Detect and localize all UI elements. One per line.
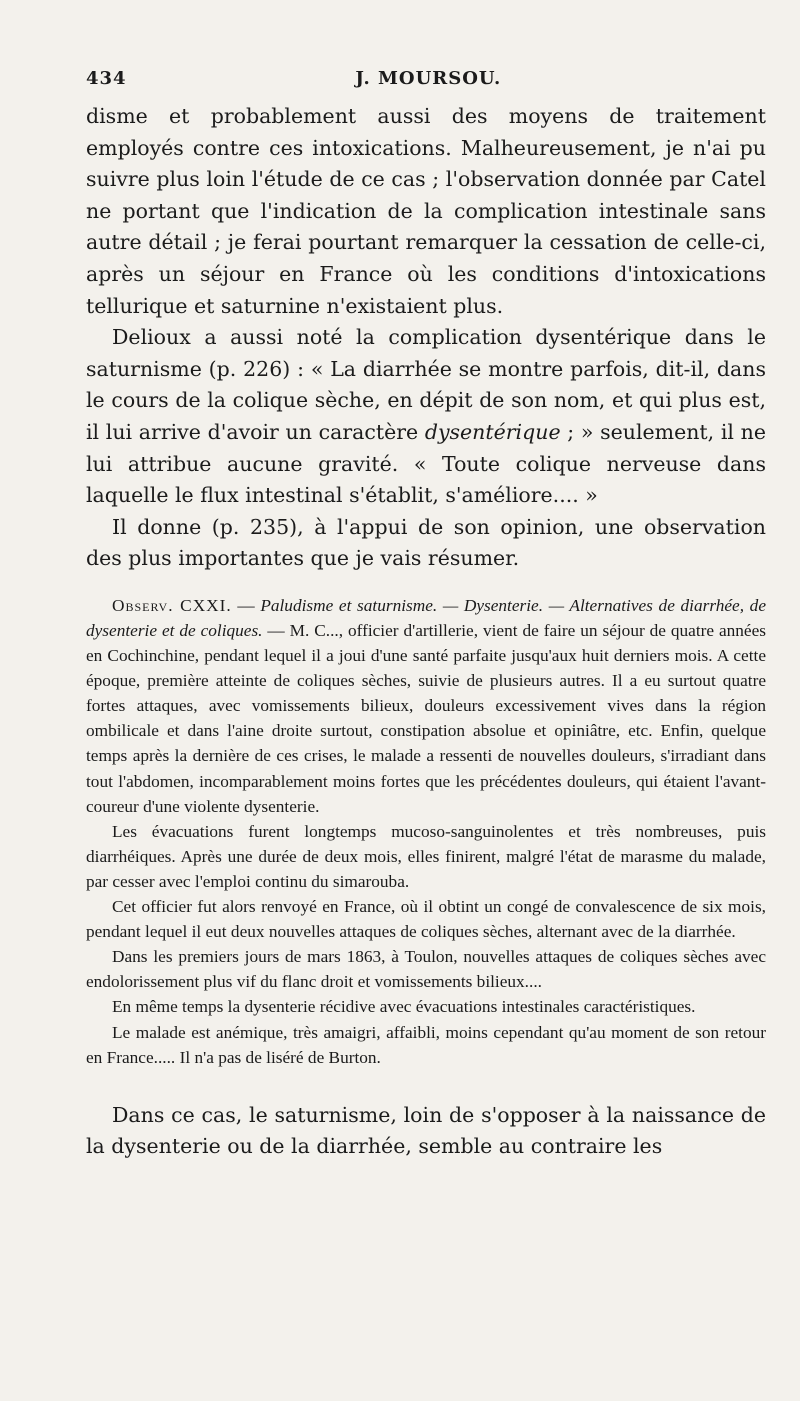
page-header — [86, 68, 766, 89]
delioux-emphasis: dysentérique — [424, 419, 561, 444]
observation-paragraph-6: Le malade est anémique, très amaigri, affaibli, moins cependant qu'au moment de son retour en France..... Il n'a pas de liséré de Burton. — [86, 1022, 766, 1067]
page-number: 434 — [86, 68, 127, 89]
running-title: J. MOURSOU. — [355, 68, 502, 89]
observation-block — [86, 593, 766, 1070]
observation-paragraph-4: Dans les premiers jours de mars 1863, à Toulon, nouvelles attaques de coliques sèches avec endolorissement plus vif du flanc droit et vomissements bilieux.... — [86, 947, 766, 992]
observation-paragraph-3: Cet officier fut alors renvoyé en France, où il obtint un congé de convalescence de six mois, pendant lequel il eut deux nouvelles attaques de coliques sèches, alternant avec de la diarrhée. — [86, 897, 766, 942]
delioux-paragraph — [86, 322, 766, 512]
delioux-text-1: Delioux a aussi noté la complication dysentérique dans le saturnisme (p. 226) : « La diarrhée se montre parfois, dit-il, dans le cours de la colique sèche, en dépit de son nom, et qui plus est, il lui arrive d'avoir un caractère — [86, 325, 766, 444]
observation-text: — M. C..., officier d'artillerie, vient de faire un séjour de quatre années en Cochinchine, pendant lequel il a joui d'une santé parfaite jusqu'aux huit derniers mois. A cette époque, première atteinte de coliques sèches, suivie de plusieurs autres. Il a eu surtout quatre fortes attaques, avec vomissements bilieux, douleurs excessivement vives dans la région ombilicale et dans l'aine droite surtout, constipation absolue et opiniâtre, etc. Enfin, quelque temps après la dernière de ces crises, le malade a ressenti de nouvelles douleurs, s'irradiant dans tout l'abdomen, incomparablement moins fortes que les précédentes douleurs, qui étaient l'avant-coureur d'une violente dysenterie. — [86, 621, 766, 816]
observation-dash: — — [231, 595, 261, 615]
observation-paragraph-2: Les évacuations furent longtemps mucoso-sanguinolentes et très nombreuses, puis diarrhéiques. Après une durée de deux mois, elles finirent, malgré l'état de marasme du malade, par cesser avec l'emploi continu du simarouba. — [86, 821, 766, 891]
delioux-text-2: ; » seulement, il ne lui attribue aucune gravité. « Toute colique nerveuse dans laquelle le flux intestinal s'établit, s'améliore.... » — [86, 419, 766, 508]
donne-paragraph: Il donne (p. 235), à l'appui de son opinion, une observation des plus importantes que je vais résumer. — [86, 514, 766, 571]
intro-paragraph: disme et probablement aussi des moyens de traitement employés contre ces intoxications. Malheureusement, je n'ai pu suivre plus loin l'étude de ce cas ; l'observation donnée par Catel ne portant que l'indication de la complication intestinale sans autre détail ; je ferai pourtant remarquer la cessation de celle-ci, après un séjour en France où les conditions d'intoxications tellurique et saturnine n'existaient plus. — [86, 104, 766, 318]
observation-label: Observ. CXXI. — [112, 595, 232, 615]
observation-title: Paludisme et saturnisme. — Dysenterie. — Alternatives de diarrhée, de dysenterie et de coliques. — [86, 595, 766, 640]
closing-paragraph: Dans ce cas, le saturnisme, loin de s'opposer à la naissance de la dysenterie ou de la diarrhée, semble au contraire les — [86, 1102, 766, 1159]
observation-paragraph-5: En même temps la dysenterie récidive avec évacuations intestinales caractéristiques. — [112, 997, 696, 1017]
page — [86, 68, 766, 1163]
observation-paragraph — [86, 593, 766, 819]
